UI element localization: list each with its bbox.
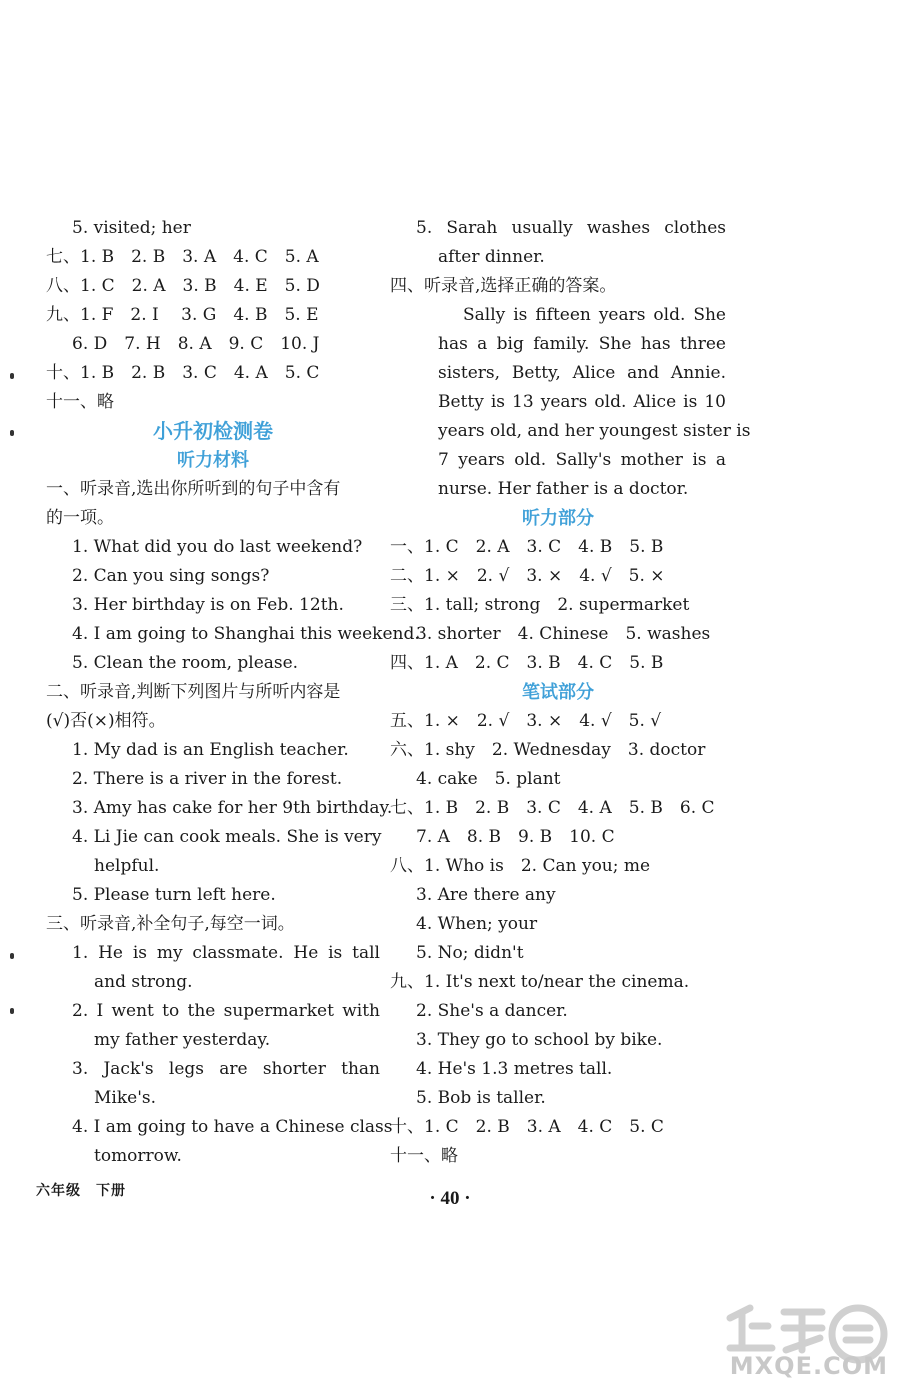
text-line: tomorrow. [94, 1146, 182, 1166]
text-line: Sally is fifteen years old. She [463, 305, 726, 325]
text-line: Betty is 13 years old. Alice is 10 [438, 392, 726, 412]
text-line: 4. When; your [416, 914, 538, 934]
text-line: 十一、略 [46, 392, 114, 412]
right-column [390, 214, 751, 1171]
text-line: 五、1. × 2. √ 3. × 4. √ 5. √ [390, 711, 662, 731]
text-line: 4. Li Jie can cook meals. She is very [72, 827, 382, 847]
section-heading: 听力部分 [522, 508, 594, 529]
text-line: 八、1. C 2. A 3. B 4. E 5. D [46, 276, 320, 296]
text-line: 7. A 8. B 9. B 10. C [416, 827, 615, 847]
text-line: sisters, Betty, Alice and Annie. [438, 363, 726, 383]
text-line: 5. Please turn left here. [72, 885, 276, 905]
text-line: 三、1. tall; strong 2. supermarket [390, 595, 690, 615]
text-line: 七、1. B 2. B 3. A 4. C 5. A [46, 247, 319, 267]
text-line: 1. He is my classmate. He is tall [72, 943, 380, 963]
section-heading: 听力材料 [177, 450, 249, 471]
text-line: and strong. [94, 972, 193, 992]
text-line: 2. There is a river in the forest. [72, 769, 343, 789]
text-line: 3. Her birthday is on Feb. 12th. [72, 595, 344, 615]
margin-mark [10, 953, 14, 959]
text-line: 七、1. B 2. B 3. C 4. A 5. B 6. C [390, 798, 715, 818]
text-line: (√)否(×)相符。 [46, 711, 166, 731]
section-heading: 小升初检测卷 [153, 419, 273, 443]
text-line: 十、1. B 2. B 3. C 4. A 5. C [46, 363, 320, 383]
text-line: Mike's. [94, 1088, 157, 1108]
text-line: after dinner. [438, 247, 545, 267]
text-line: 一、听录音,选出你所听到的句子中含有 [46, 479, 341, 499]
text-line: 2. She's a dancer. [416, 1001, 568, 1021]
text-line: 3. Amy has cake for her 9th birthday. [72, 798, 393, 818]
text-line: 二、听录音,判断下列图片与所听内容是 [46, 682, 341, 702]
text-line: years old, and her youngest sister is [438, 421, 751, 441]
text-line: 四、1. A 2. C 3. B 4. C 5. B [390, 653, 664, 673]
text-line: 四、听录音,选择正确的答案。 [390, 276, 617, 296]
text-line: 3. Jack's legs are shorter than [72, 1059, 380, 1079]
margin-mark [10, 1008, 14, 1014]
text-line: helpful. [94, 856, 160, 876]
text-line: 5. visited; her [72, 218, 191, 238]
text-line: 5. No; didn't [416, 943, 524, 963]
text-line: 4. I am going to Shanghai this weekend. [72, 624, 420, 644]
text-line: nurse. Her father is a doctor. [438, 479, 689, 499]
text-line: 三、听录音,补全句子,每空一词。 [46, 914, 295, 934]
text-line: has a big family. She has three [438, 334, 726, 354]
text-line: 7 years old. Sally's mother is a [438, 450, 726, 470]
text-line: 5. Sarah usually washes clothes [416, 218, 726, 238]
page-number: · 40 · [429, 1188, 471, 1209]
text-line: 八、1. Who is 2. Can you; me [390, 856, 651, 876]
text-line: 十、1. C 2. B 3. A 4. C 5. C [390, 1117, 664, 1137]
text-line: 九、1. F 2. I 3. G 4. B 5. E [46, 305, 319, 325]
text-line: 3. shorter 4. Chinese 5. washes [416, 624, 711, 644]
text-line: 3. Are there any [416, 885, 556, 905]
text-line: 2. Can you sing songs? [72, 566, 270, 586]
text-line: my father yesterday. [94, 1030, 271, 1050]
text-line: 5. Bob is taller. [416, 1088, 546, 1108]
text-line: 2. I went to the supermarket with [72, 1001, 380, 1021]
text-line: 六、1. shy 2. Wednesday 3. doctor [390, 740, 706, 760]
margin-mark [10, 430, 14, 436]
text-line: 1. What did you do last weekend? [72, 537, 363, 557]
text-line: 一、1. C 2. A 3. C 4. B 5. B [390, 537, 664, 557]
watermark-url: MXQE.COM [729, 1352, 888, 1380]
text-line: 4. He's 1.3 metres tall. [416, 1059, 613, 1079]
text-line: 5. Clean the room, please. [72, 653, 299, 673]
left-column [46, 214, 420, 1171]
text-line: 九、1. It's next to/near the cinema. [390, 972, 690, 992]
text-line: 的一项。 [46, 508, 114, 528]
text-line: 4. I am going to have a Chinese class [72, 1117, 393, 1137]
section-heading: 笔试部分 [522, 682, 594, 703]
text-line: 二、1. × 2. √ 3. × 4. √ 5. × [390, 566, 665, 586]
grade-label: 六年级 下册 [36, 1183, 126, 1199]
text-line: 6. D 7. H 8. A 9. C 10. J [72, 334, 320, 354]
text-line: 十一、略 [390, 1146, 458, 1166]
text-line: 4. cake 5. plant [416, 769, 561, 789]
text-line: 1. My dad is an English teacher. [72, 740, 349, 760]
text-line: 3. They go to school by bike. [416, 1030, 663, 1050]
margin-mark [10, 373, 14, 379]
